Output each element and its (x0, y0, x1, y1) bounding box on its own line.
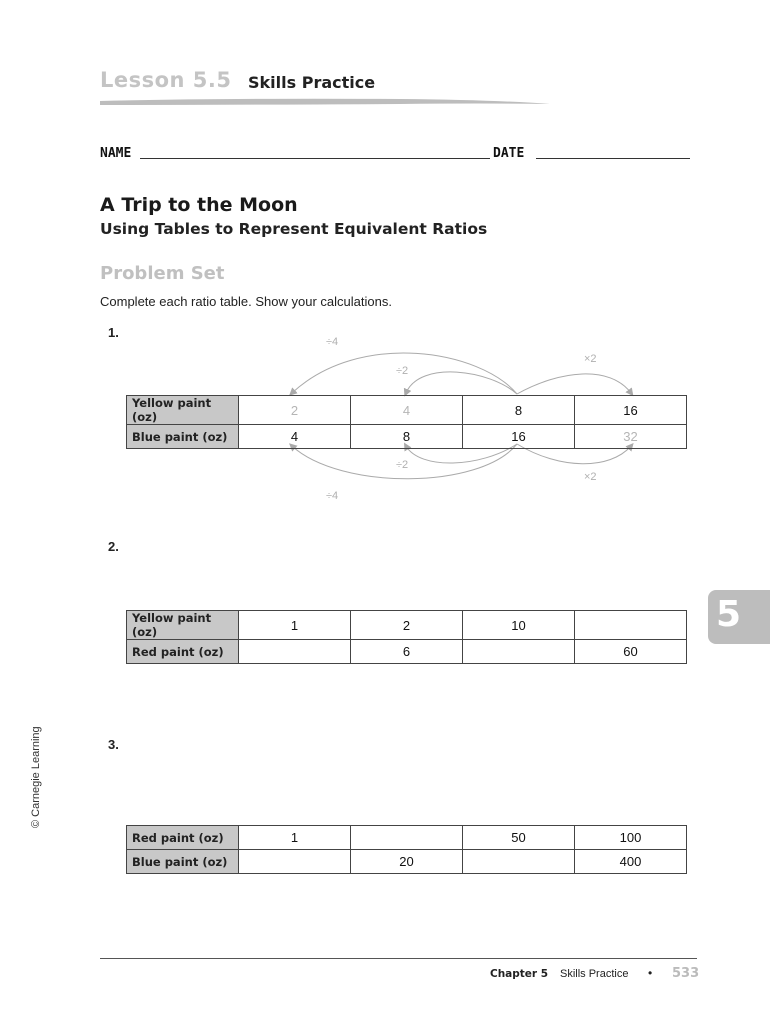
table-cell[interactable]: 4 (351, 396, 463, 425)
page-number: 533 (672, 966, 700, 981)
table-cell[interactable] (239, 640, 351, 664)
ratio-table-3 (126, 825, 687, 874)
table-cell: 8 (463, 396, 575, 425)
table-cell[interactable] (239, 850, 351, 874)
table-row (127, 640, 687, 664)
table-cell: 50 (463, 826, 575, 850)
problem-number: 1. (108, 325, 119, 340)
row-label: Blue paint (oz) (127, 425, 239, 449)
table-cell: 1 (239, 826, 351, 850)
problem-set-heading: Problem Set (100, 263, 225, 284)
annotation-times-2-top: ×2 (584, 353, 597, 365)
table-row (127, 826, 687, 850)
page-title: A Trip to the Moon (100, 194, 298, 216)
chapter-tab-number: 5 (716, 594, 742, 635)
ratio-table-1 (126, 395, 687, 449)
footer-bullet: • (648, 966, 653, 980)
footer-divider (100, 958, 697, 959)
table-row (127, 850, 687, 874)
table-cell: 10 (463, 611, 575, 640)
table-cell[interactable] (463, 850, 575, 874)
annotation-divide-4-top: ÷4 (326, 336, 339, 348)
row-label: Blue paint (oz) (127, 850, 239, 874)
instructions: Complete each ratio table. Show your calculations. (100, 294, 392, 309)
section-title: Skills Practice (248, 73, 376, 92)
table-cell: 60 (575, 640, 687, 664)
table-cell: 400 (575, 850, 687, 874)
row-label: Red paint (oz) (127, 826, 239, 850)
table-row (127, 425, 687, 449)
table-cell[interactable] (575, 611, 687, 640)
table-cell[interactable]: 32 (575, 425, 687, 449)
footer-chapter: Chapter 5 (490, 968, 549, 980)
annotation-divide-2-top: ÷2 (396, 365, 409, 377)
row-label: Yellow paint (oz) (127, 611, 239, 640)
table-cell[interactable] (351, 826, 463, 850)
problem-number: 3. (108, 737, 119, 752)
table-cell: 20 (351, 850, 463, 874)
table-cell: 6 (351, 640, 463, 664)
table-cell: 8 (351, 425, 463, 449)
table-row (127, 611, 687, 640)
annotation-divide-4-bottom: ÷4 (326, 490, 339, 502)
date-label: DATE (493, 146, 525, 161)
page-subtitle: Using Tables to Represent Equivalent Ratios (100, 220, 488, 238)
table-row (127, 396, 687, 425)
table-cell: 1 (239, 611, 351, 640)
footer-section: Skills Practice (560, 968, 629, 980)
table-cell: 16 (575, 396, 687, 425)
name-label: NAME (100, 146, 132, 161)
problem-number: 2. (108, 539, 119, 554)
copyright-text: © Carnegie Learning (30, 726, 42, 828)
row-label: Yellow paint (oz) (127, 396, 239, 425)
ratio-table-2 (126, 610, 687, 664)
row-label: Red paint (oz) (127, 640, 239, 664)
table-cell: 4 (239, 425, 351, 449)
annotation-times-2-bottom: ×2 (584, 471, 597, 483)
table-cell[interactable] (463, 640, 575, 664)
table-cell: 16 (463, 425, 575, 449)
table-cell[interactable]: 2 (239, 396, 351, 425)
table-cell: 2 (351, 611, 463, 640)
table-cell: 100 (575, 826, 687, 850)
lesson-number: Lesson 5.5 (100, 68, 232, 92)
annotation-divide-2-bottom: ÷2 (396, 459, 409, 471)
